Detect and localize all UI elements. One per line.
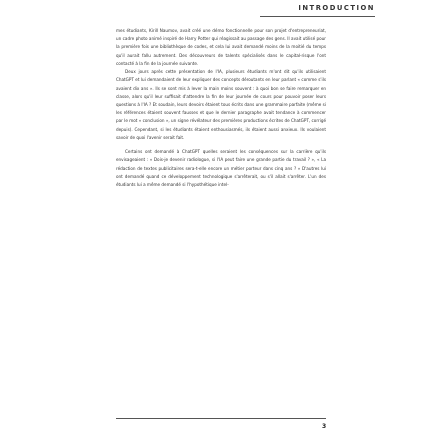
header-rule: [260, 16, 375, 17]
page-header: [0, 0, 441, 22]
paragraph-3: Certains ont demandé à ChatGPT quelles seraient les conséquences sur la carrière qu'ils envisageaient : « Dois-je devenir radiologue, si l'IA peut faire une grande partie du travail ? », « La rédaction de textes publicitaires sera-t-elle encore un métier porteur dans cinq ans ? » D'autres lui ont demandé quand ce développement technologique s'arrêterait, ou s'il allait s'arrêter. L'un des étudiants lui a même demandé si l'hypothétique intel-: [116, 149, 326, 187]
running-head-title: INTRODUCTION: [298, 4, 375, 12]
page-number: 3: [322, 423, 327, 430]
footer-rule: [116, 418, 326, 419]
body-text: [116, 27, 326, 189]
paragraph-1: mes étudiants, Kirill Naumov, avait créé une démo fonctionnelle pour son projet d'entrepreneuriat, un cadre photo animé inspiré de Harry Potter qui réagissait au passage des gens. Il avait utilisé pour la première fois une bibliothèque de codes, et cela lui avait demandé moins de la moitié du temps qu'il aurait fallu autrement. Des découvreurs de talents spécialisés dans le capital-risque l'ont contacté à la fin de la journée suivante.: [116, 28, 326, 66]
paragraph-2: Deux jours après cette présentation de l'IA, plusieurs étudiants m'ont dit qu'ils utilisaient ChatGPT et lui demandaient de leur expliquer des concepts déroutants en leur parlant « comme s'ils avaient dix ans ». Ils se sont mis à lever la main moins souvent : à quoi bon se faire remarquer en classe, alors qu'il leur suffisait d'attendre la fin de leur journée de cours pour pouvoir poser leurs questions à l'IA ? Et soudain, leurs devoirs étaient tous écrits dans une grammaire parfaite (même si les références étaient souvent fausses et que le dernier paragraphe avait tendance à commencer par le mot « conclusion », un signe révélateur des premières productions écrites de ChatGPT, corrigé depuis). Cependant, si les étudiants étaient enthousiasmés, ils étaient aussi anxieux. Ils voulaient savoir de quoi l'avenir serait fait.: [116, 69, 326, 140]
